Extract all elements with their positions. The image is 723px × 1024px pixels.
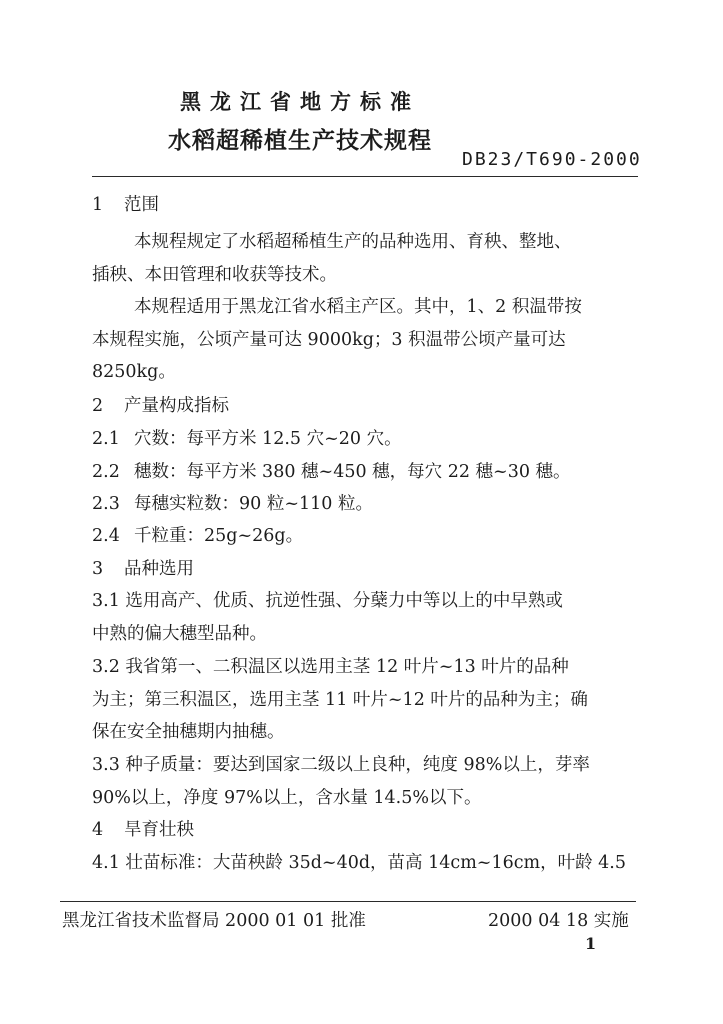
paragraph-line: 插秧、本田管理和收获等技术。	[92, 265, 337, 285]
section-4-heading	[92, 816, 194, 841]
paragraph-line: 为主；第三积温区，选用主茎 11 叶片~12 叶片的品种为主；确	[92, 690, 588, 710]
clause-2-4	[92, 522, 303, 547]
footer-divider	[60, 901, 636, 902]
standard-org-title: 黑龙江省地方标准	[180, 89, 420, 114]
paragraph-line: 本规程实施，公顷产量可达 9000kg；3 积温带公顷产量可达	[92, 330, 566, 350]
paragraph-line: 3.3 种子质量：要达到国家二级以上良种，纯度 98%以上，芽率	[92, 755, 590, 775]
section-number: 3	[92, 559, 104, 579]
section-title: 范围	[124, 195, 159, 215]
header-divider	[92, 176, 638, 177]
section-title: 品种选用	[124, 559, 194, 579]
section-3-heading	[92, 555, 194, 580]
clause-text: 穴数：每平方米 12.5 穴~20 穴。	[134, 429, 402, 449]
section-2-heading	[92, 392, 229, 417]
clause-text: 千粒重：25g~26g。	[134, 526, 304, 546]
clause-text: 每穗实粒数：90 粒~110 粒。	[134, 494, 373, 514]
section-1-heading	[92, 191, 159, 216]
paragraph-line: 3.2 我省第一、二积温区以选用主茎 12 叶片~13 叶片的品种	[92, 657, 569, 677]
section-title: 旱育壮秧	[124, 820, 194, 840]
section-number: 2	[92, 396, 104, 416]
approval-line: 黑龙江省技术监督局 2000 01 01 批准	[62, 911, 366, 931]
standard-code: DB23/T690-2000	[462, 149, 642, 170]
section-number: 1	[92, 195, 104, 215]
clause-2-2	[92, 458, 571, 483]
clause-2-1	[92, 425, 402, 450]
paragraph-line: 本规程适用于黑龙江省水稻主产区。其中，1、2 积温带按	[134, 297, 582, 317]
paragraph-line: 90%以上，净度 97%以上，含水量 14.5%以下。	[92, 788, 482, 808]
clause-number: 2.1	[92, 429, 120, 449]
paragraph-line: 3.1 选用高产、优质、抗逆性强、分蘖力中等以上的中早熟或	[92, 591, 563, 611]
clause-number: 2.2	[92, 462, 120, 482]
section-number: 4	[92, 820, 104, 840]
page-number: 1	[585, 934, 597, 953]
clause-number: 2.4	[92, 526, 120, 546]
effective-date: 2000 04 18 实施	[488, 911, 629, 931]
paragraph-line: 4.1 壮苗标准：大苗秧龄 35d~40d，苗高 14cm~16cm，叶龄 4.5	[92, 853, 627, 873]
clause-2-3	[92, 490, 373, 515]
paragraph-line: 保在安全抽穗期内抽穗。	[92, 722, 285, 742]
paragraph-line: 中熟的偏大穗型品种。	[92, 624, 267, 644]
paragraph-line: 8250kg。	[92, 362, 176, 382]
section-title: 产量构成指标	[124, 396, 229, 416]
clause-text: 穗数：每平方米 380 穗~450 穗，每穴 22 穗~30 穗。	[134, 462, 571, 482]
paragraph-line: 本规程规定了水稻超稀植生产的品种选用、育秧、整地、	[134, 232, 572, 252]
document-title: 水稻超稀植生产技术规程	[168, 127, 432, 154]
clause-number: 2.3	[92, 494, 120, 514]
